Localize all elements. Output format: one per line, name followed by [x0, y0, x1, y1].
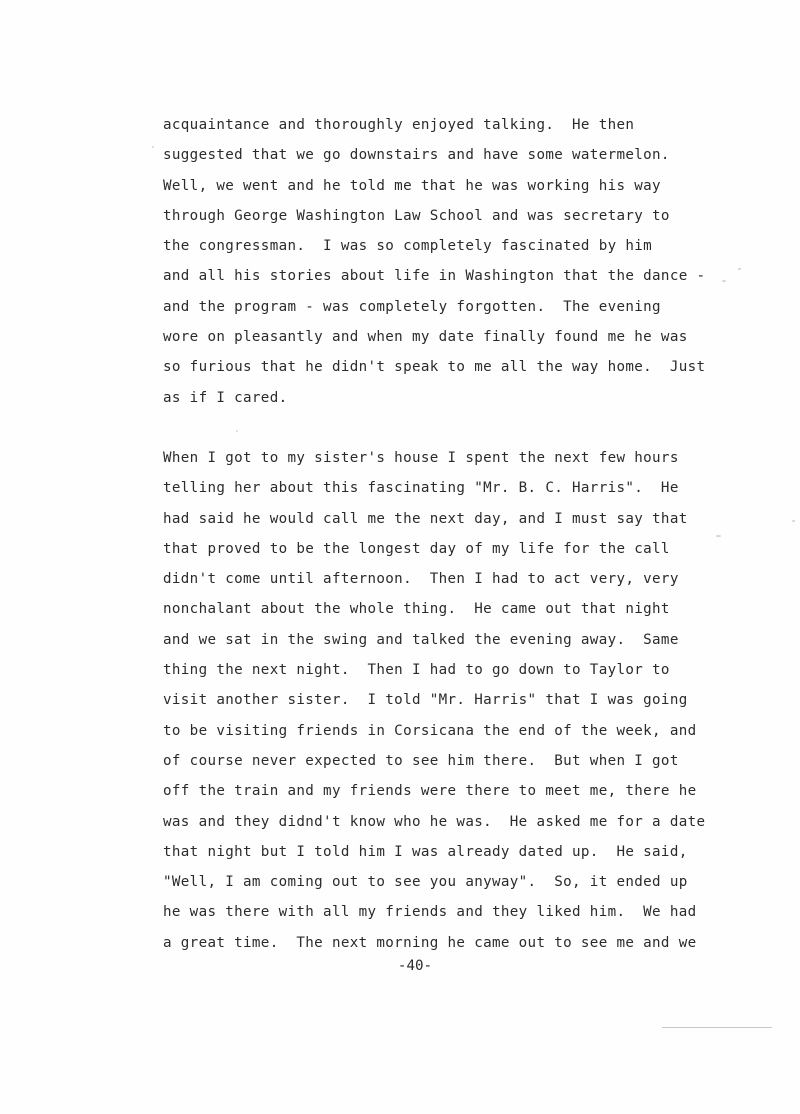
scan-speck — [716, 535, 721, 537]
text-line: and the program - was completely forgotten. The evening — [163, 298, 661, 315]
text-line: nonchalant about the whole thing. He came out that night — [163, 601, 670, 618]
text-line: When I got to my sister's house I spent the next few hours — [163, 450, 679, 466]
text-line: of course never expected to see him there. But when I got — [163, 752, 679, 769]
page-number: -40- — [397, 958, 433, 974]
scan-speck — [722, 280, 726, 282]
paragraph-2 — [163, 443, 743, 958]
text-line: wore on pleasantly and when my date finally found me he was — [163, 329, 688, 346]
text-line: through George Washington Law School and was secretary to — [163, 207, 670, 224]
paragraph-1 — [163, 110, 743, 413]
scan-speck — [236, 430, 238, 432]
text-line: visit another sister. I told "Mr. Harris" that I was going — [163, 692, 688, 709]
scan-artifact-line — [662, 1027, 772, 1028]
text-line: and all his stories about life in Washington that the dance - — [163, 268, 706, 285]
text-line: had said he would call me the next day, and I must say that — [163, 510, 688, 527]
text-line: that proved to be the longest day of my life for the call — [163, 540, 670, 557]
text-line: was and they didnd't know who he was. He asked me for a date — [163, 813, 706, 830]
text-line: so furious that he didn't speak to me all the way home. Just — [163, 359, 706, 376]
text-line: telling her about this fascinating "Mr. B. C. Harris". He — [163, 480, 679, 497]
text-line: the congressman. I was so completely fascinated by him — [163, 238, 653, 255]
scan-speck — [152, 146, 154, 148]
text-line: suggested that we go downstairs and have some watermelon. — [163, 147, 670, 164]
text-line: thing the next night. Then I had to go down to Taylor to — [163, 662, 670, 679]
text-line: and we sat in the swing and talked the evening away. Same — [163, 631, 679, 648]
text-line: as if I cared. — [163, 389, 288, 406]
scan-speck — [738, 268, 741, 270]
text-line: that night but I told him I was already dated up. He said, — [163, 843, 688, 860]
text-line: acquaintance and thoroughly enjoyed talking. He then — [163, 117, 635, 133]
text-line: to be visiting friends in Corsicana the end of the week, and — [163, 722, 697, 739]
text-line: "Well, I am coming out to see you anyway". So, it ended up — [163, 874, 688, 891]
text-line: he was there with all my friends and they liked him. We had — [163, 904, 697, 921]
scan-speck — [792, 520, 795, 522]
text-line: Well, we went and he told me that he was working his way — [163, 177, 661, 194]
text-line: a great time. The next morning he came out to see me and we — [163, 934, 697, 951]
text-line: off the train and my friends were there to meet me, there he — [163, 783, 697, 800]
text-line: didn't come until afternoon. Then I had to act very, very — [163, 571, 679, 588]
